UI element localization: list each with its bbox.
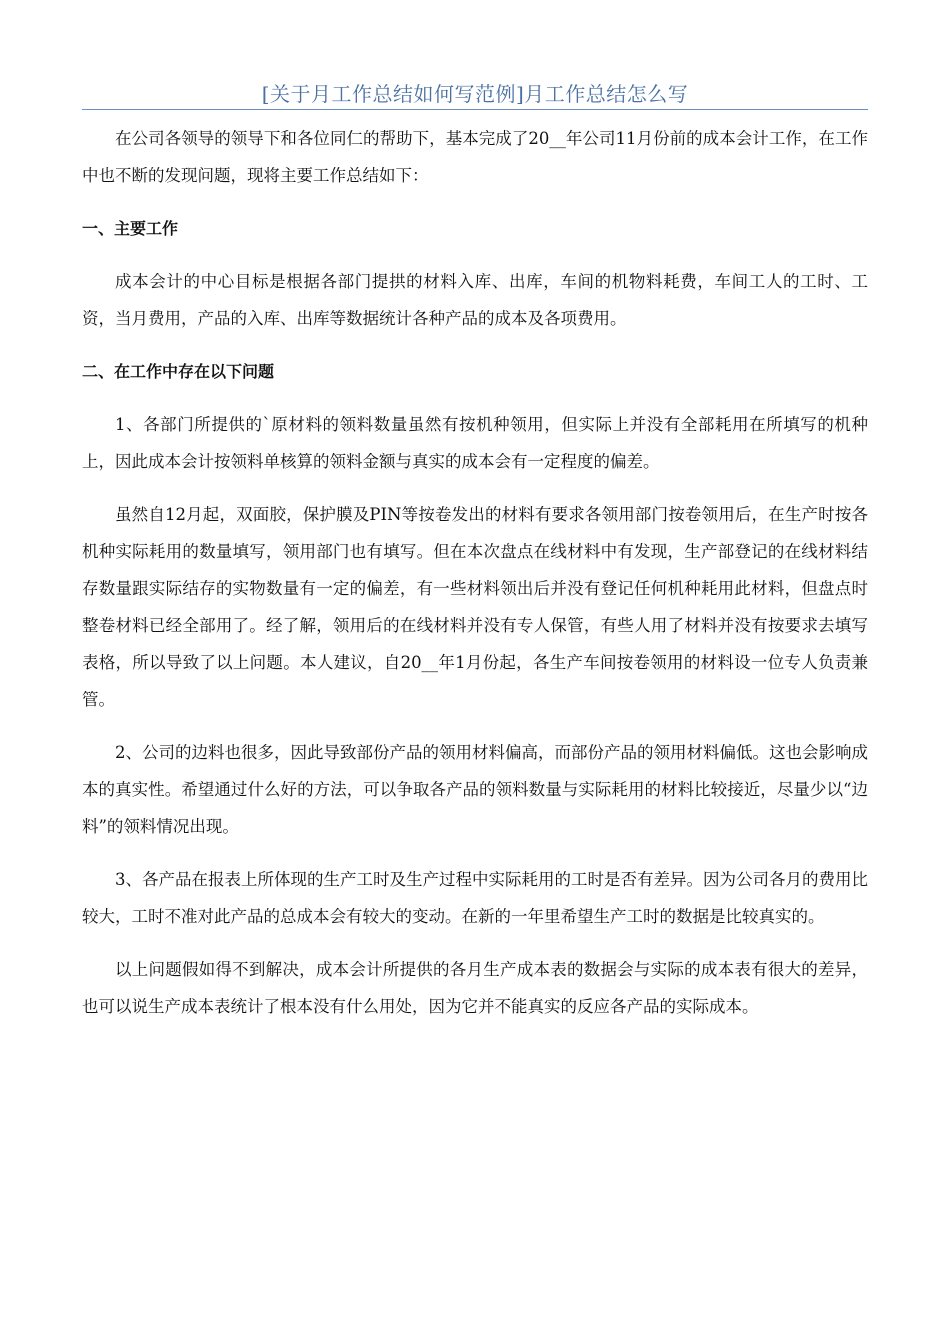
intro-paragraph: 在公司各领导的领导下和各位同仁的帮助下，基本完成了20__年公司11月份前的成本会计工作，在工作中也不断的发现问题，现将主要工作总结如下： xyxy=(82,129,868,185)
title-underline xyxy=(82,109,868,110)
problem-paragraph-1: 1、各部门所提供的`原材料的领料数量虽然有按机种领用，但实际上并没有全部耗用在所填写的机种上，因此成本会计按领料单核算的领料金额与真实的成本会有一定程度的偏差。 xyxy=(82,415,868,471)
main-work-paragraph: 成本会计的中心目标是根据各部门提拱的材料入库、出库，车间的机物料耗费，车间工人的工时、工资，当月费用，产品的入库、出库等数据统计各种产品的成本及各项费用。 xyxy=(82,272,868,328)
section-heading-main-work: 一、主要工作 xyxy=(82,219,179,238)
problem-paragraph-2: 2、公司的边料也很多，因此导致部份产品的领用材料偏高，而部份产品的领用材料偏低。这也会影响成本的真实性。希望通过什么好的方法，可以争取各产品的领料数量与实际耗用的材料比较接近，尽量少以“边料”的领料情况出现。 xyxy=(82,743,868,836)
conclusion-paragraph: 以上问题假如得不到解决，成本会计所提供的各月生产成本表的数据会与实际的成本表有很大的差异，也可以说生产成本表统计了根本没有什么用处，因为它并不能真实的反应各产品的实际成本。 xyxy=(82,960,868,1016)
document-body xyxy=(82,120,868,1041)
problem-paragraph-1-detail: 虽然自12月起，双面胶，保护膜及PIN等按卷发出的材料有要求各领用部门按卷领用后，在生产时按各机种实际耗用的数量填写，领用部门也有填写。但在本次盘点在线材料中有发现，生产部登记的在线材料结存数量跟实际结存的实物数量有一定的偏差，有一些材料领出后并没有登记任何机种耗用此材料，但盘点时整卷材料已经全部用了。经了解，领用后的在线材料并没有专人保管，有些人用了材料并没有按要求去填写表格，所以导致了以上问题。本人建议，自20__年1月份起，各生产车间按卷领用的材料设一位专人负责兼管。 xyxy=(82,505,868,709)
problem-paragraph-3: 3、各产品在报表上所体现的生产工时及生产过程中实际耗用的工时是否有差异。因为公司各月的费用比较大，工时不准对此产品的总成本会有较大的变动。在新的一年里希望生产工时的数据是比较真实的。 xyxy=(82,870,868,926)
document-title: [关于月工作总结如何写范例]月工作总结怎么写 xyxy=(261,82,689,106)
section-heading-problems: 二、在工作中存在以下问题 xyxy=(82,362,275,381)
